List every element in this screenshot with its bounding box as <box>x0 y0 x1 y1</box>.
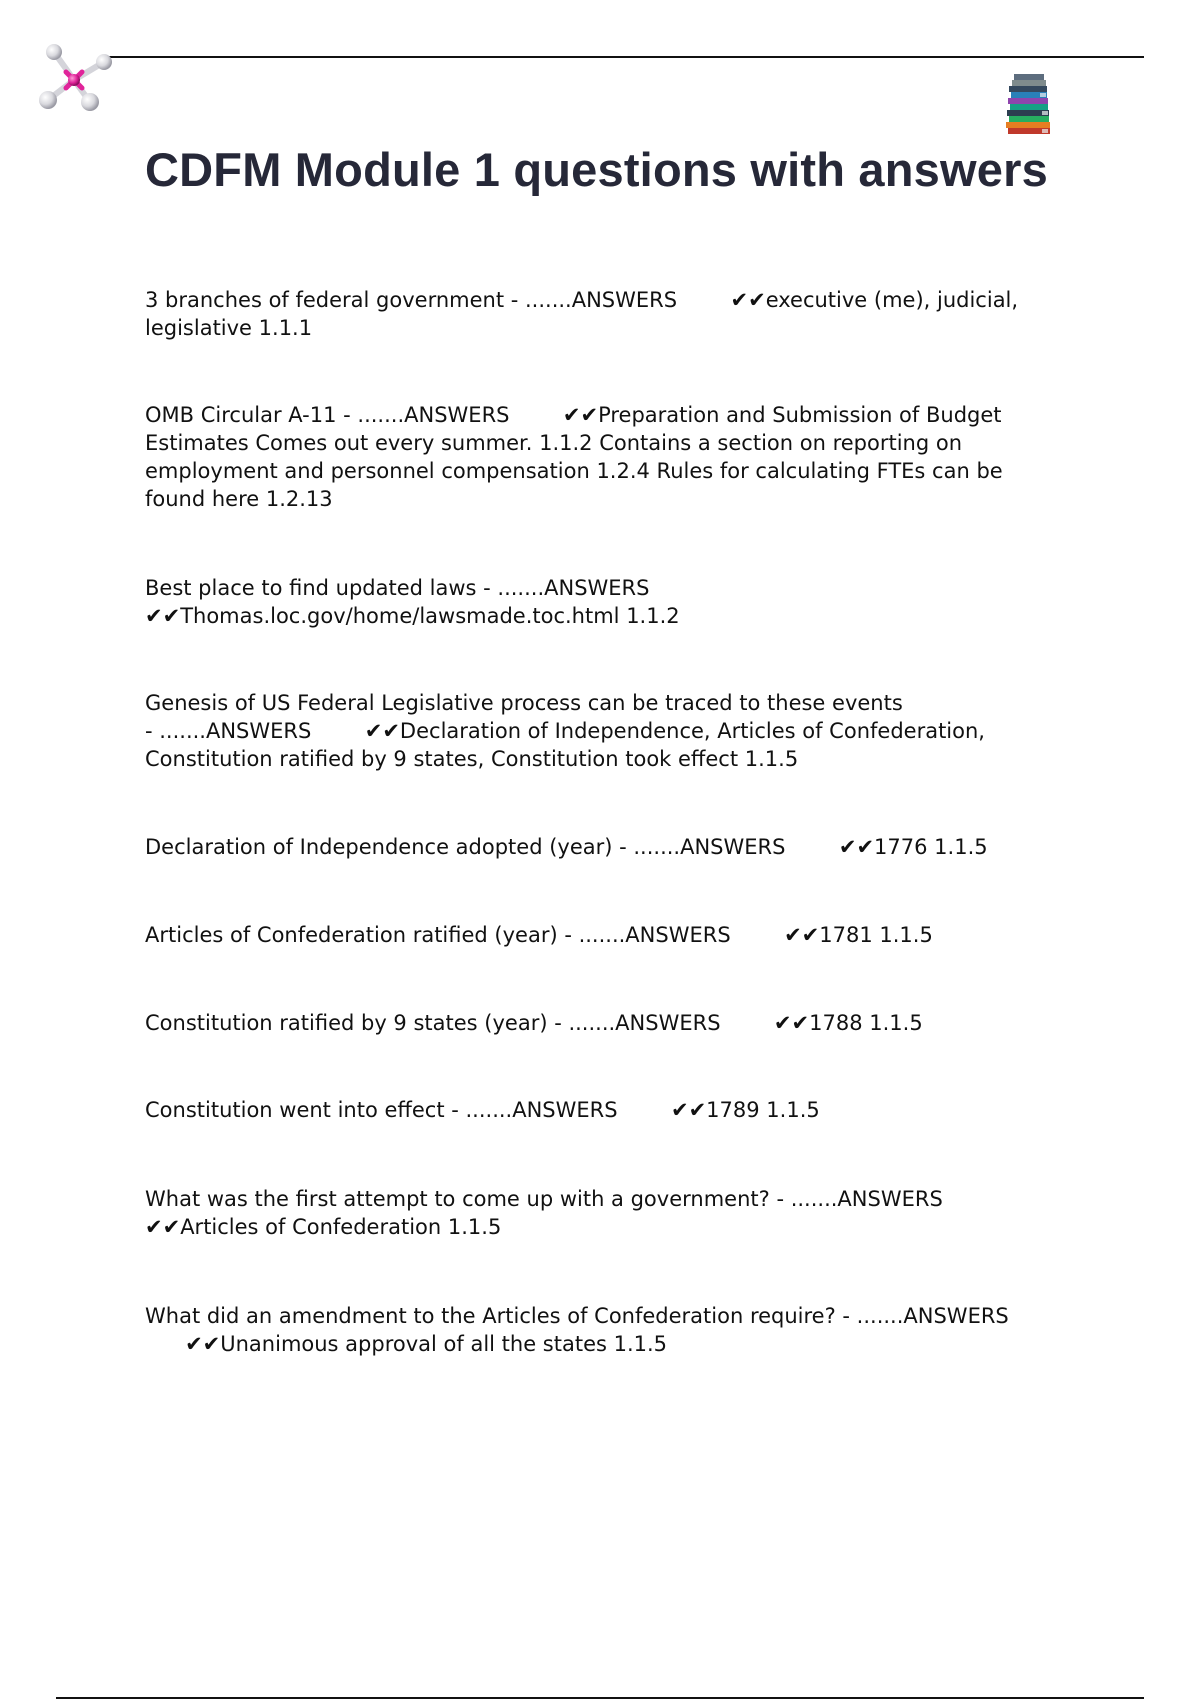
stacked-books-icon <box>1002 72 1054 136</box>
qa-item: What was the first attempt to come up with a government? - .......ANSWERS ✔✔Articles of Confederation 1.1.5 <box>145 1187 943 1239</box>
qa-item: Constitution ratified by 9 states (year) - .......ANSWERS ✔✔1788 1.1.5 <box>145 1011 923 1035</box>
qa-list <box>145 286 1095 1358</box>
qa-item: 3 branches of federal government - .......ANSWERS ✔✔executive (me), judicial, legislative 1.1.1 <box>145 288 1019 340</box>
qa-item: What did an amendment to the Articles of Confederation require? - .......ANSWERS ✔✔Unanimous approval of all the states 1.1.5 <box>145 1304 1009 1356</box>
qa-item: Best place to find updated laws - .......ANSWERS ✔✔Thomas.loc.gov/home/lawsmade.toc.html 1.1.2 <box>145 576 680 628</box>
qa-item: Articles of Confederation ratified (year) - .......ANSWERS ✔✔1781 1.1.5 <box>145 923 933 947</box>
qa-item: OMB Circular A-11 - .......ANSWERS ✔✔Preparation and Submission of Budget Estimates Comes out every summer. 1.1.2 Contains a section on reporting on employment and personnel compensation 1.2.4 Rules for calculating FTEs can be found here 1.2.13 <box>145 403 1003 511</box>
molecule-logo-icon <box>36 42 116 114</box>
qa-item: Constitution went into effect - .......ANSWERS ✔✔1789 1.1.5 <box>145 1098 820 1122</box>
qa-item: Declaration of Independence adopted (year) - .......ANSWERS ✔✔1776 1.1.5 <box>145 835 988 859</box>
qa-item: Genesis of US Federal Legislative process can be traced to these events - .......ANSWERS ✔✔Declaration of Independence, Articles of Confederation, Constitution ratified by 9 states, Constitution took effect 1.1.5 <box>145 691 985 771</box>
header-rule <box>100 56 1144 58</box>
document-title: CDFM Module 1 questions with answers <box>145 143 1048 196</box>
footer-rule <box>56 1697 1144 1699</box>
